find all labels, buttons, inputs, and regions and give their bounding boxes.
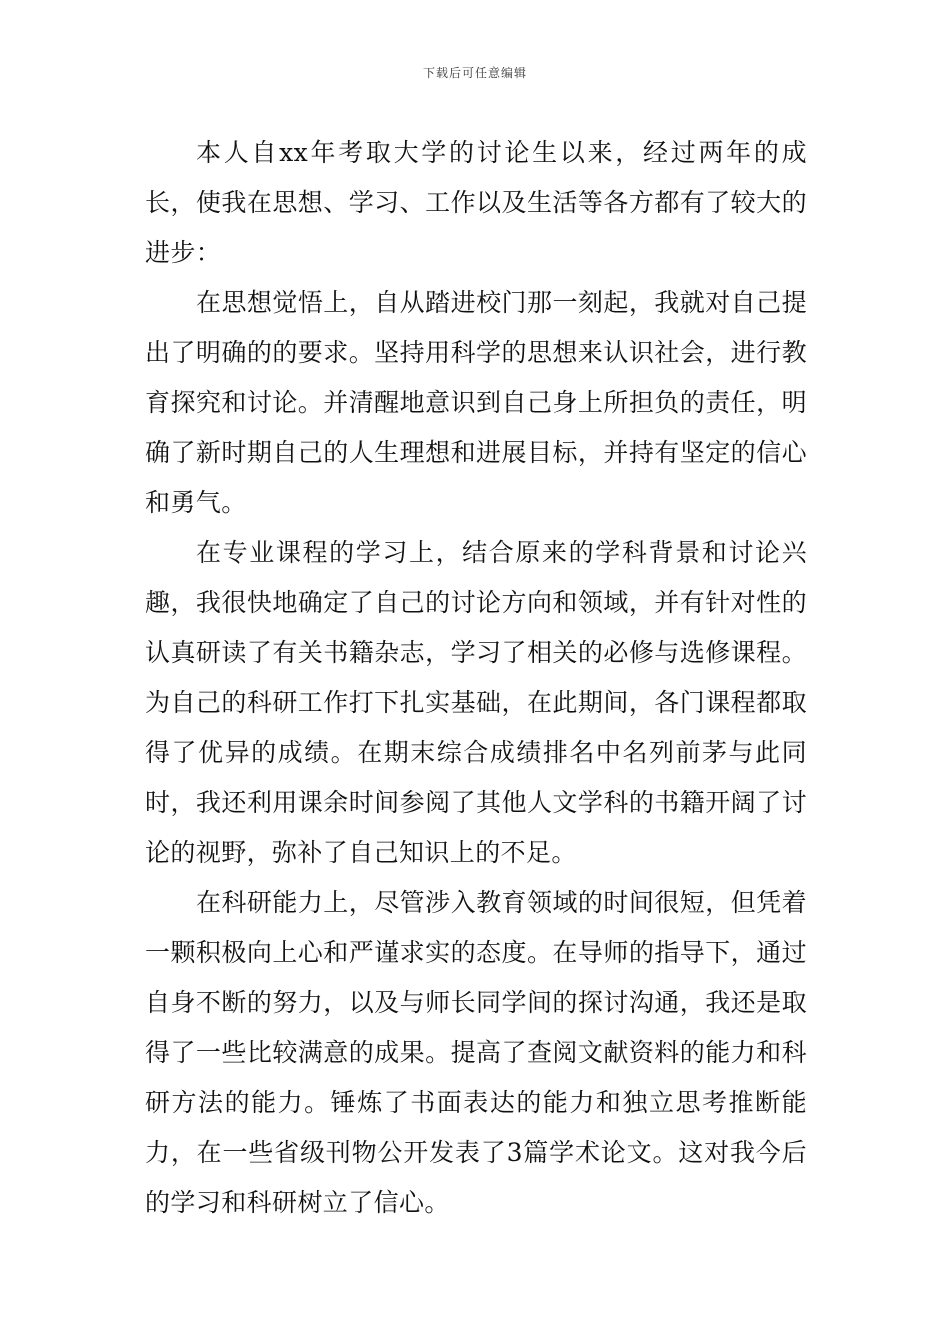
document-body	[145, 128, 807, 1228]
page-header-note: 下载后可任意编辑	[422, 66, 527, 80]
paragraph-ideology: 在思想觉悟上，自从踏进校门那一刻起，我就对自己提出了明确的的要求。坚持用科学的思想来认识社会，进行教育探究和讨论。并清醒地意识到自己身上所担负的责任，明确了新时期自己的人生理想和进展目标，并持有坚定的信心和勇气。	[145, 288, 807, 517]
paragraph-intro: 本人自xx年考取大学的讨论生以来，经过两年的成长，使我在思想、学习、工作以及生活等各方都有了较大的进步：	[145, 138, 807, 267]
paragraph-coursework: 在专业课程的学习上，结合原来的学科背景和讨论兴趣，我很快地确定了自己的讨论方向和领域，并有针对性的认真研读了有关书籍杂志，学习了相关的必修与选修课程。为自己的科研工作打下扎实基础，在此期间，各门课程都取得了优异的成绩。在期末综合成绩排名中名列前茅与此同时，我还利用课余时间参阅了其他人文学科的书籍开阔了讨论的视野，弥补了自己知识上的不足。	[145, 538, 807, 867]
paragraph-research: 在科研能力上，尽管涉入教育领域的时间很短，但凭着一颗积极向上心和严谨求实的态度。在导师的指导下，通过自身不断的努力，以及与师长同学间的探讨沟通，我还是取得了一些比较满意的成果。提高了查阅文献资料的能力和科研方法的能力。锤炼了书面表达的能力和独立思考推断能力，在一些省级刊物公开发表了3篇学术论文。这对我今后的学习和科研树立了信心。	[145, 888, 807, 1217]
